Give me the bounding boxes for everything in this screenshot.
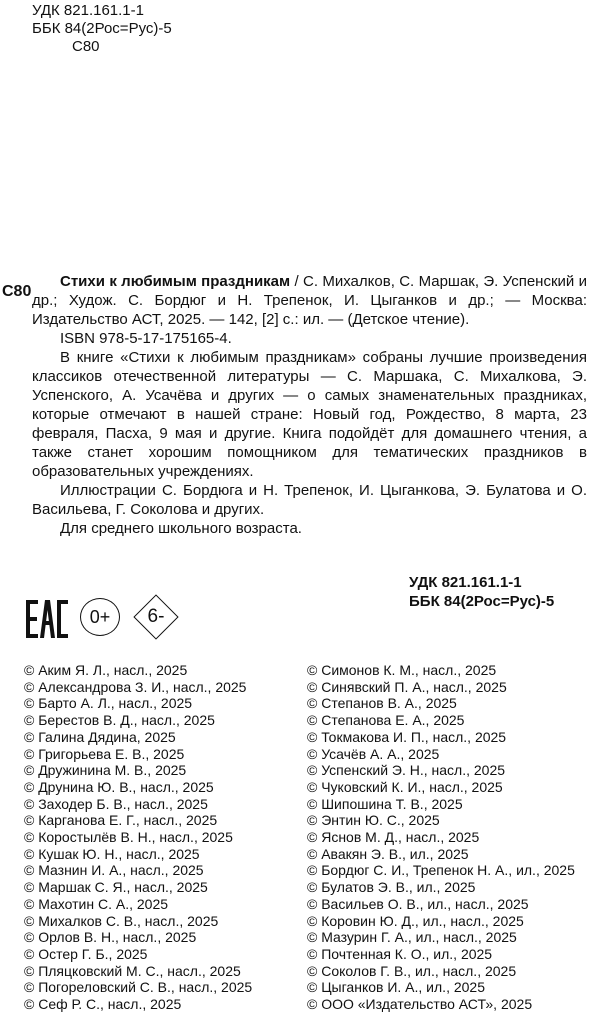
copyright-line: © Аким Я. Л., насл., 2025 xyxy=(24,662,188,678)
copyright-line: © Степанов В. А., 2025 xyxy=(307,695,457,712)
isbn: ISBN 978-5-17-175165-4. xyxy=(60,330,232,347)
udk-code-bottom: УДК 821.161.1-1 xyxy=(409,574,522,591)
copyright-line: © Авакян Э. В., ил., 2025 xyxy=(307,845,469,862)
copyright-line: © Мазнин И. А., насл., 2025 xyxy=(24,862,204,879)
bibliographic-details: / С. Михалков, С. Маршак, Э. Успенский и др.; Худож. С. Бордюг и Н. Трепенок, И. Цыганков и др.; — Москва: Издательство АСТ, 2025. — 142, [2] с.: ил. — (Детское чтение). xyxy=(32,273,587,328)
catalog-entry xyxy=(32,272,587,538)
copyright-line: © Погореловский С. В., насл., 2025 xyxy=(24,979,253,996)
copyright-line: © Берестов В. Д., насл., 2025 xyxy=(24,712,215,729)
copyright-line: © Заходер Б. В., насл., 2025 xyxy=(24,795,208,812)
copyright-line: © Пляцковский М. С., насл., 2025 xyxy=(24,962,241,979)
copyright-line: © Сеф Р. С., насл., 2025 xyxy=(24,996,182,1013)
copyright-line: © Токмакова И. П., насл., 2025 xyxy=(307,728,507,745)
age-note: Для среднего школьного возраста. xyxy=(60,520,302,537)
copyright-line: © Карганова Е. Г., насл., 2025 xyxy=(24,812,218,829)
copyright-line: © Кушак Ю. Н., насл., 2025 xyxy=(24,845,200,862)
copyright-line: © Васильев О. В., ил., насл., 2025 xyxy=(307,895,529,912)
bbk-code-bottom: ББК 84(2Рос=Рус)-5 xyxy=(409,593,555,610)
copyright-line: © Энтин Ю. С., 2025 xyxy=(307,812,440,829)
copyright-line: © Махотин С. А., 2025 xyxy=(24,895,169,912)
copyright-line: © Барто А. Л., насл., 2025 xyxy=(24,695,193,712)
entry-author-sign: С80 xyxy=(2,283,32,300)
copyright-line: © Коровин Ю. Д., ил., насл., 2025 xyxy=(307,912,524,929)
copyright-list-right xyxy=(307,662,575,1013)
age-rating-circle: 0+ xyxy=(80,598,120,636)
copyright-line: © Григорьева Е. В., 2025 xyxy=(24,745,185,762)
copyright-line: © Чуковский К. И., насл., 2025 xyxy=(307,778,503,795)
copyright-line: © Александрова З. И., насл., 2025 xyxy=(24,678,247,695)
age-rating-diamond-label: 6- xyxy=(147,606,165,627)
copyright-line: © Соколов Г. В., ил., насл., 2025 xyxy=(307,962,517,979)
copyright-list-left xyxy=(24,662,252,1013)
classification-footer xyxy=(409,573,554,611)
copyright-line: © Симонов К. М., насл., 2025 xyxy=(307,662,497,678)
bbk-code: ББК 84(2Рос=Рус)-5 xyxy=(32,20,172,37)
copyright-line: © Шипошина Т. В., 2025 xyxy=(307,795,463,812)
copyright-line: © Почтенная К. О., ил., 2025 xyxy=(307,945,493,962)
copyright-line: © Цыганков И. А., ил., 2025 xyxy=(307,979,485,996)
bibliographic-record xyxy=(32,272,587,329)
copyright-line: © Галина Дядина, 2025 xyxy=(24,728,176,745)
copyright-line: © Маршак С. Я., насл., 2025 xyxy=(24,879,208,896)
certification-marks xyxy=(26,598,196,642)
copyright-line: © Степанова Е. А., 2025 xyxy=(307,712,465,729)
copyright-line: © Коростылёв В. Н., насл., 2025 xyxy=(24,829,233,846)
classification-header xyxy=(32,2,172,56)
copyright-line: © Синявский П. А., насл., 2025 xyxy=(307,678,507,695)
udk-code: УДК 821.161.1-1 xyxy=(32,2,144,19)
illustrations-credit: Иллюстрации С. Бордюга и Н. Трепенок, И. Цыганкова, Э. Булатова и О. Васильева, Г. Соколова и других. xyxy=(32,482,587,518)
copyright-line: © Орлов В. Н., насл., 2025 xyxy=(24,929,197,946)
eac-mark-icon xyxy=(26,600,68,638)
copyright-line: © Булатов Э. В., ил., 2025 xyxy=(307,879,476,896)
copyright-line: © Усачёв А. А., 2025 xyxy=(307,745,440,762)
copyright-line: © Яснов М. Д., насл., 2025 xyxy=(307,829,480,846)
age-rating-diamond xyxy=(134,595,178,639)
copyright-line: © Бордюг С. И., Трепенок Н. А., ил., 2025 xyxy=(307,862,575,879)
copyright-line: © Остер Г. Б., 2025 xyxy=(24,945,148,962)
copyright-line: © ООО «Издательство АСТ», 2025 xyxy=(307,996,533,1013)
copyright-line: © Друнина Ю. В., насл., 2025 xyxy=(24,778,214,795)
annotation: В книге «Стихи к любимым праздникам» собраны лучшие произведения классиков отечественной литературы — С. Маршака, С. Михалкова, Э. Успенского, А. Усачёва и других — о самых знаменательных праздниках, которые отмечают в нашей стране: Новый год, Рождество, 8 марта, 23 февраля, Пасха, 9 мая и другие. Книга подойдёт для домашнего чтения, а также станет хорошим помощником для тематических праздников в образовательных учреждениях. xyxy=(32,349,587,480)
author-sign: С80 xyxy=(72,38,100,55)
copyright-line: © Михалков С. В., насл., 2025 xyxy=(24,912,219,929)
copyright-line: © Мазурин Г. А., ил., насл., 2025 xyxy=(307,929,517,946)
book-title: Стихи к любимым праздникам xyxy=(60,273,291,290)
copyright-line: © Дружинина М. В., 2025 xyxy=(24,762,187,779)
copyright-line: © Успенский Э. Н., насл., 2025 xyxy=(307,762,506,779)
